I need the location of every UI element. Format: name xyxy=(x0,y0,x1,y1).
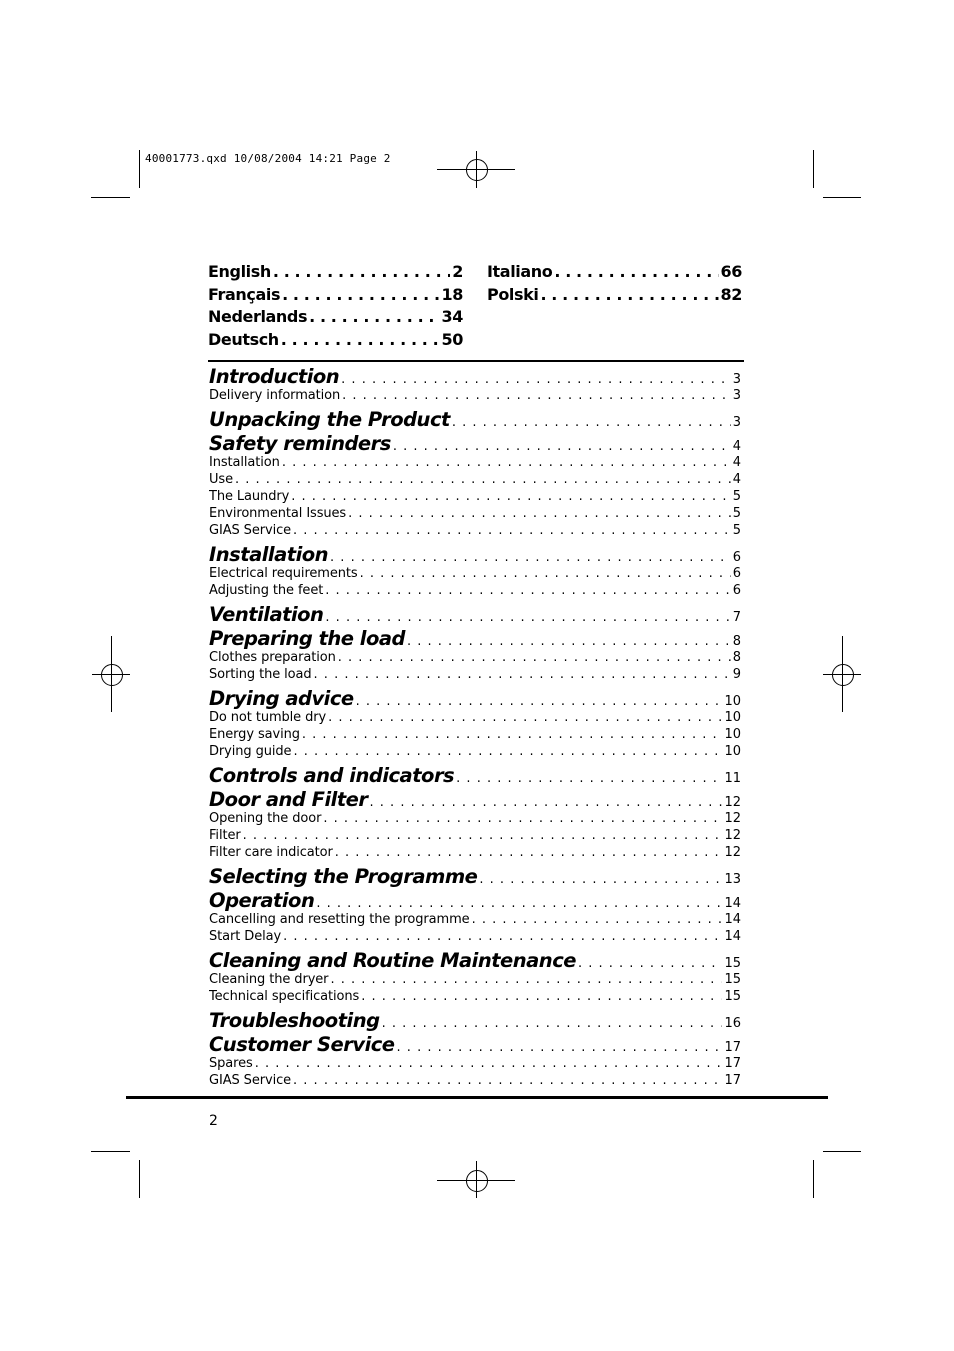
toc-title: Electrical requirements xyxy=(209,566,358,581)
toc-heading xyxy=(209,865,741,888)
toc-title: Selecting the Programme xyxy=(209,865,478,888)
toc-title: Ventilation xyxy=(209,603,324,626)
language-page: 18 xyxy=(441,284,463,304)
language-name: English xyxy=(208,262,271,281)
toc-title: Preparing the load xyxy=(209,627,405,650)
toc-title: Cleaning the dryer xyxy=(209,972,329,987)
toc-page: 13 xyxy=(724,872,741,887)
toc-title: Controls and indicators xyxy=(209,764,455,787)
toc-page: 11 xyxy=(724,771,741,786)
dot-leader xyxy=(397,1040,723,1055)
toc-title: Installation xyxy=(209,455,280,470)
toc-title: Troubleshooting xyxy=(209,1009,380,1032)
crop-mark xyxy=(823,1151,861,1152)
toc-heading xyxy=(209,432,741,455)
dot-leader xyxy=(370,795,723,810)
toc-subentry xyxy=(209,566,741,581)
toc-page: 8 xyxy=(732,650,741,665)
language-index-left xyxy=(208,262,463,352)
toc-title: Delivery information xyxy=(209,388,341,403)
toc-subentry xyxy=(209,1073,741,1088)
language-entry xyxy=(208,285,463,308)
toc-subentry xyxy=(209,828,741,843)
toc-title: Technical specifications xyxy=(209,989,360,1004)
toc-subentry xyxy=(209,583,741,598)
dot-leader xyxy=(356,694,723,709)
crop-mark xyxy=(823,197,861,198)
dot-leader xyxy=(361,989,722,1004)
toc-title: Installation xyxy=(209,543,329,566)
language-name: Deutsch xyxy=(208,329,279,349)
toc-title: Use xyxy=(209,472,233,487)
toc-heading xyxy=(209,627,741,650)
registration-mark-circle xyxy=(832,664,854,686)
toc-heading xyxy=(209,764,741,787)
dot-leader xyxy=(330,550,731,565)
toc-subentry xyxy=(209,650,741,665)
language-entry xyxy=(208,307,463,330)
toc-page: 15 xyxy=(724,989,741,1004)
toc-subentry xyxy=(209,523,741,538)
toc-title: Introduction xyxy=(209,365,340,388)
dot-leader xyxy=(452,415,731,430)
toc-subentry xyxy=(209,989,741,1004)
toc-page: 5 xyxy=(732,489,741,504)
toc-heading xyxy=(209,889,741,912)
crop-mark xyxy=(813,1160,814,1198)
crop-mark xyxy=(813,150,814,188)
toc-page: 4 xyxy=(732,472,741,487)
toc-title: GIAS Service xyxy=(209,1073,292,1088)
toc-title: Spares xyxy=(209,1056,253,1071)
dot-leader xyxy=(293,744,722,759)
dot-leader xyxy=(309,307,439,326)
toc-page: 3 xyxy=(732,372,741,387)
toc-heading xyxy=(209,408,741,431)
crop-mark xyxy=(139,150,140,188)
toc-heading xyxy=(209,687,741,710)
toc-page: 9 xyxy=(732,667,741,682)
dot-leader xyxy=(302,727,723,742)
language-name: Nederlands xyxy=(208,307,308,326)
toc-subentry xyxy=(209,388,741,403)
toc-page: 6 xyxy=(732,550,741,565)
dot-leader xyxy=(282,285,439,304)
toc-page: 4 xyxy=(732,455,741,470)
toc-subentry xyxy=(209,744,741,759)
toc-title: Customer Service xyxy=(209,1033,395,1056)
toc-title: GIAS Service xyxy=(209,523,292,538)
toc-subentry xyxy=(209,912,741,927)
toc-title: Adjusting the feet xyxy=(209,583,324,598)
toc-page: 14 xyxy=(724,912,741,927)
toc-page: 17 xyxy=(724,1073,741,1088)
registration-mark-circle xyxy=(466,159,488,181)
toc-heading xyxy=(209,365,741,388)
page-number: 2 xyxy=(209,1113,218,1129)
toc-page: 17 xyxy=(724,1040,741,1055)
dot-leader xyxy=(407,634,731,649)
toc-title: Start Delay xyxy=(209,929,282,944)
toc-heading xyxy=(209,788,741,811)
toc-subentry xyxy=(209,1056,741,1071)
toc-title: Safety reminders xyxy=(209,432,391,455)
dot-leader xyxy=(342,388,731,403)
dot-leader xyxy=(281,330,440,349)
toc-page: 10 xyxy=(724,694,741,709)
toc-page: 12 xyxy=(724,845,741,860)
toc-page: 4 xyxy=(732,439,741,454)
toc-title: Filter care indicator xyxy=(209,845,333,860)
language-page: 34 xyxy=(441,307,463,326)
dot-leader xyxy=(382,1016,723,1031)
toc-subentry xyxy=(209,972,741,987)
toc-title: Do not tumble dry xyxy=(209,710,327,725)
toc-subentry xyxy=(209,727,741,742)
toc-subentry xyxy=(209,710,741,725)
toc-page: 10 xyxy=(724,727,741,742)
language-page: 50 xyxy=(441,329,463,349)
toc-title: Sorting the load xyxy=(209,667,312,682)
toc-title: Environmental Issues xyxy=(209,506,347,521)
toc-title: Cancelling and resetting the programme xyxy=(209,912,470,927)
dot-leader xyxy=(554,262,718,281)
toc-page: 7 xyxy=(732,610,741,625)
dot-leader xyxy=(323,811,722,826)
toc-title: Door and Filter xyxy=(209,788,368,811)
dot-leader xyxy=(293,523,731,538)
toc-page: 14 xyxy=(724,929,741,944)
toc-subentry xyxy=(209,472,741,487)
dot-leader xyxy=(393,439,731,454)
language-page: 2 xyxy=(452,262,463,281)
toc-page: 8 xyxy=(732,634,741,649)
dot-leader xyxy=(479,872,722,887)
toc-subentry xyxy=(209,455,741,470)
registration-mark-circle xyxy=(101,664,123,686)
toc-page: 10 xyxy=(724,744,741,759)
language-name: Français xyxy=(208,284,281,304)
dot-leader xyxy=(273,262,450,281)
dot-leader xyxy=(472,912,723,927)
dot-leader xyxy=(540,285,718,304)
crop-mark xyxy=(91,197,130,198)
language-entry xyxy=(208,330,463,353)
dot-leader xyxy=(328,710,722,725)
toc-page: 12 xyxy=(724,795,741,810)
toc-page: 17 xyxy=(724,1056,741,1071)
dot-leader xyxy=(291,489,731,504)
toc-subentry xyxy=(209,506,741,521)
toc-subentry xyxy=(209,489,741,504)
section-rule xyxy=(208,360,744,362)
toc-page: 15 xyxy=(724,956,741,971)
toc-title: Operation xyxy=(209,889,315,912)
language-entry xyxy=(487,262,742,285)
dot-leader xyxy=(335,845,723,860)
dot-leader xyxy=(314,667,731,682)
toc-subentry xyxy=(209,845,741,860)
toc-page: 10 xyxy=(724,710,741,725)
language-entry xyxy=(208,262,463,285)
toc-page: 6 xyxy=(732,566,741,581)
toc-page: 5 xyxy=(732,506,741,521)
dot-leader xyxy=(293,1073,722,1088)
dot-leader xyxy=(578,956,722,971)
print-slug: 40001773.qxd 10/08/2004 14:21 Page 2 xyxy=(145,152,391,165)
toc-title: Unpacking the Product xyxy=(209,408,450,431)
dot-leader xyxy=(360,566,731,581)
toc-page: 3 xyxy=(732,415,741,430)
crop-mark xyxy=(139,1160,140,1198)
dot-leader xyxy=(338,650,731,665)
dot-leader xyxy=(255,1056,723,1071)
toc-page: 12 xyxy=(724,828,741,843)
toc-title: Cleaning and Routine Maintenance xyxy=(209,949,576,972)
language-entry xyxy=(487,285,742,308)
dot-leader xyxy=(456,771,722,786)
toc-page: 6 xyxy=(732,583,741,598)
toc-title: Energy saving xyxy=(209,727,300,742)
toc-title: Opening the door xyxy=(209,811,322,826)
toc-page: 16 xyxy=(724,1016,741,1031)
language-page: 66 xyxy=(720,262,742,281)
crop-mark xyxy=(91,1151,130,1152)
toc-heading xyxy=(209,543,741,566)
toc-heading xyxy=(209,1033,741,1056)
toc-heading xyxy=(209,949,741,972)
toc-subentry xyxy=(209,667,741,682)
toc-title: The Laundry xyxy=(209,489,290,504)
toc-title: Drying advice xyxy=(209,687,354,710)
toc-subentry xyxy=(209,811,741,826)
toc-page: 5 xyxy=(732,523,741,538)
dot-leader xyxy=(341,372,731,387)
toc-page: 3 xyxy=(732,388,741,403)
dot-leader xyxy=(282,455,731,470)
language-index-right xyxy=(487,262,742,307)
language-name: Polski xyxy=(487,284,539,304)
registration-mark-circle xyxy=(466,1170,488,1192)
toc-subentry xyxy=(209,929,741,944)
dot-leader xyxy=(325,583,731,598)
language-page: 82 xyxy=(720,284,742,304)
toc-heading xyxy=(209,1009,741,1032)
language-name: Italiano xyxy=(487,262,553,281)
dot-leader xyxy=(316,896,722,911)
toc-page: 15 xyxy=(724,972,741,987)
dot-leader xyxy=(243,828,723,843)
dot-leader xyxy=(348,506,731,521)
toc-heading xyxy=(209,603,741,626)
dot-leader xyxy=(325,610,730,625)
dot-leader xyxy=(330,972,722,987)
toc-title: Drying guide xyxy=(209,744,292,759)
dot-leader xyxy=(235,472,731,487)
toc-page: 14 xyxy=(724,896,741,911)
toc-page: 12 xyxy=(724,811,741,826)
toc-title: Filter xyxy=(209,828,241,843)
footer-rule xyxy=(126,1096,828,1099)
toc-title: Clothes preparation xyxy=(209,650,336,665)
dot-leader xyxy=(283,929,722,944)
